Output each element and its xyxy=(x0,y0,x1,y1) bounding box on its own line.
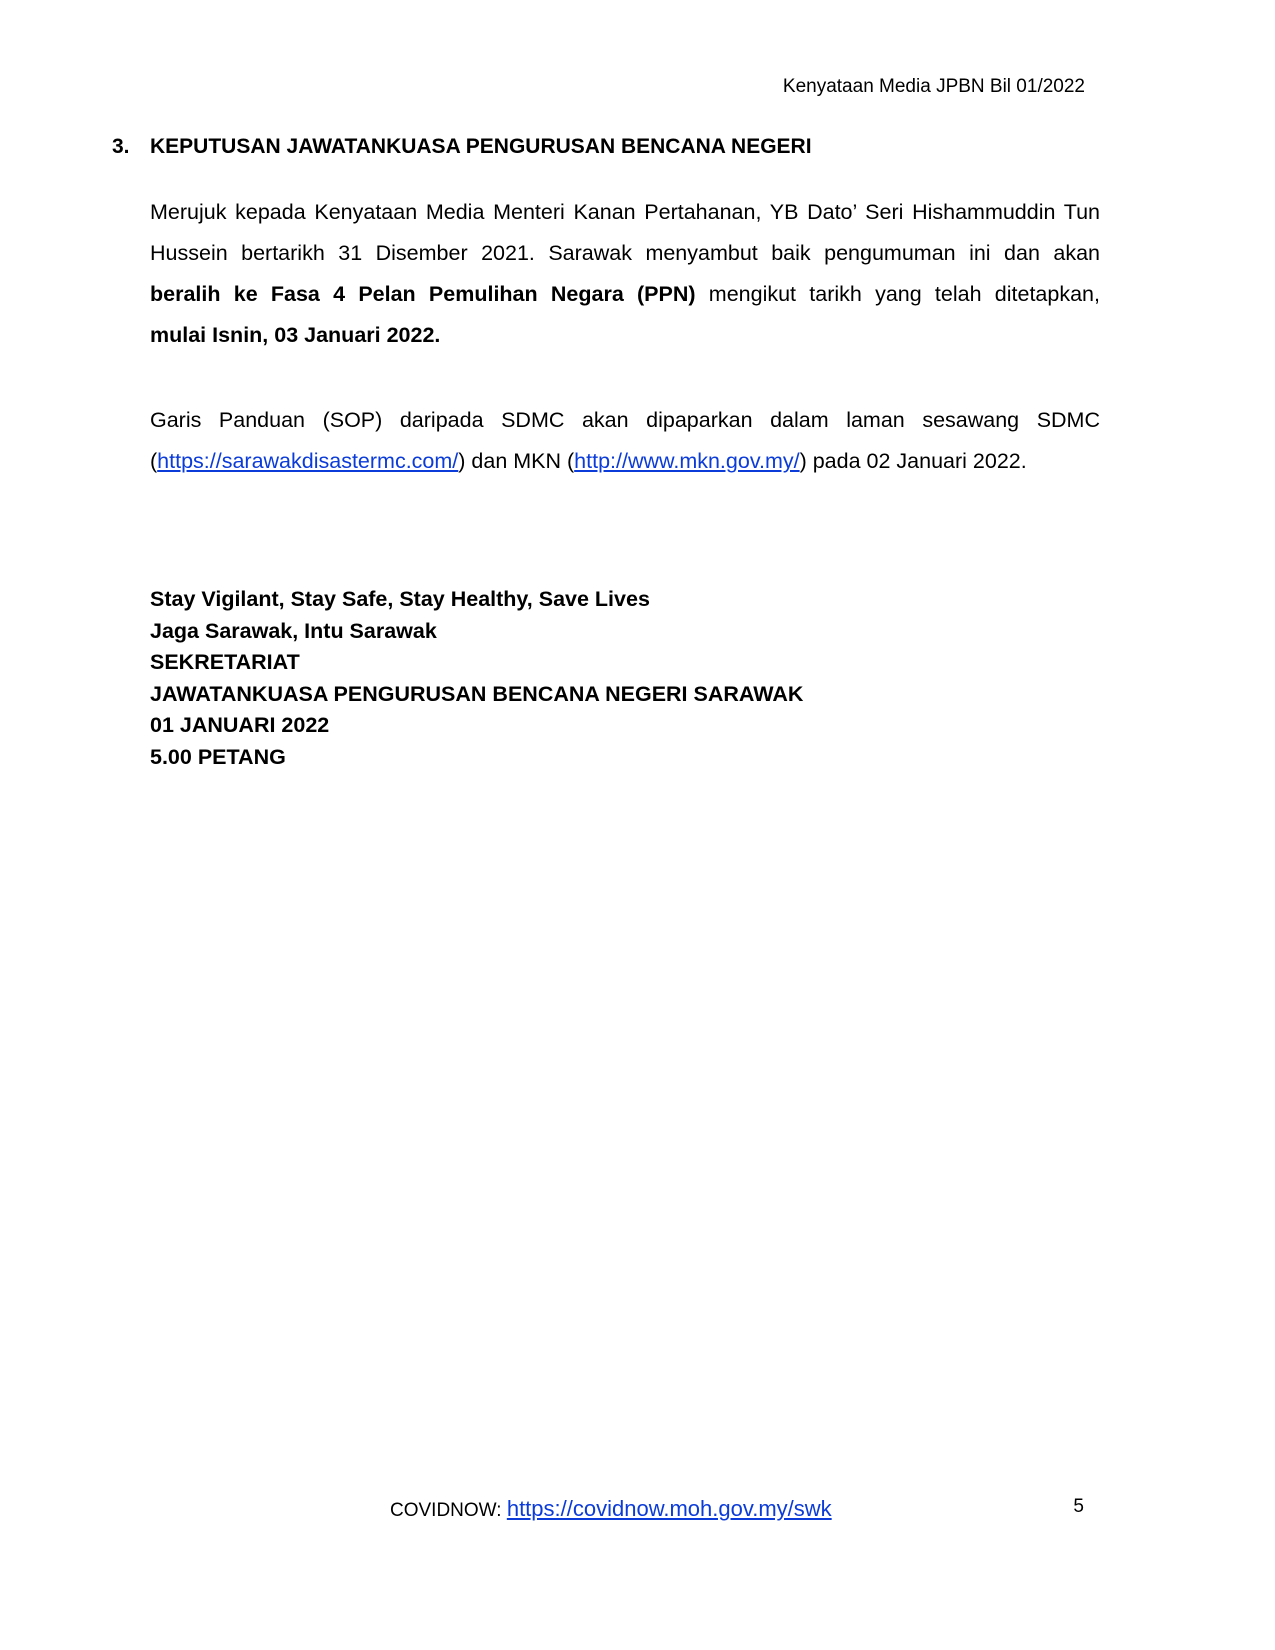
footer-label: COVIDNOW: xyxy=(390,1500,507,1521)
phase-4-statement: beralih ke Fasa 4 Pelan Pemulihan Negara (PPN) xyxy=(150,282,696,306)
paragraph-line: Hussein bertarikh 31 Disember 2021. Sarawak menyambut baik pengumuman ini dan akan xyxy=(150,241,1100,265)
mkn-link[interactable]: http://www.mkn.gov.my/ xyxy=(574,449,800,473)
document-reference: Kenyataan Media JPBN Bil 01/2022 xyxy=(782,76,1085,97)
paragraph-line: Garis Panduan (SOP) daripada SDMC akan dipaparkan dalam laman sesawang SDMC xyxy=(150,408,1100,432)
start-date-statement: mulai Isnin, 03 Januari 2022. xyxy=(150,323,441,347)
issue-date: 01 JANUARI 2022 xyxy=(150,713,330,737)
covidnow-link[interactable]: https://covidnow.moh.gov.my/swk xyxy=(506,1496,832,1521)
section-heading xyxy=(112,135,812,159)
slogan-english: Stay Vigilant, Stay Safe, Stay Healthy, Save Lives xyxy=(150,587,650,611)
footer-covidnow xyxy=(390,1496,832,1522)
paragraph-decision xyxy=(150,192,1100,356)
paragraph-line xyxy=(150,274,1100,315)
paragraph-text: mengikut tarikh yang telah ditetapkan, xyxy=(695,282,1100,306)
section-title: KEPUTUSAN JAWATANKUASA PENGURUSAN BENCANA NEGERI xyxy=(150,135,812,158)
paragraph-text: ) pada 02 Januari 2022. xyxy=(799,449,1027,473)
paragraph-text: ) dan MKN ( xyxy=(458,449,575,473)
slogan-sarawak: Jaga Sarawak, Intu Sarawak xyxy=(150,618,437,643)
secretariat-label: SEKRETARIAT xyxy=(150,650,300,674)
paragraph-line xyxy=(150,441,1100,482)
paragraph-line: Merujuk kepada Kenyataan Media Menteri Kanan Pertahanan, YB Dato’ Seri Hishammuddin Tun xyxy=(150,200,1100,224)
paragraph-sop xyxy=(150,400,1100,482)
section-number: 3. xyxy=(112,135,130,158)
sdmc-link[interactable]: https://sarawakdisastermc.com/ xyxy=(157,449,459,473)
committee-name: JAWATANKUASA PENGURUSAN BENCANA NEGERI SARAWAK xyxy=(150,681,804,706)
closing-signature xyxy=(150,584,803,773)
paragraph-text: ( xyxy=(150,449,158,473)
issue-time: 5.00 PETANG xyxy=(150,744,286,769)
page-number: 5 xyxy=(1073,1496,1084,1517)
